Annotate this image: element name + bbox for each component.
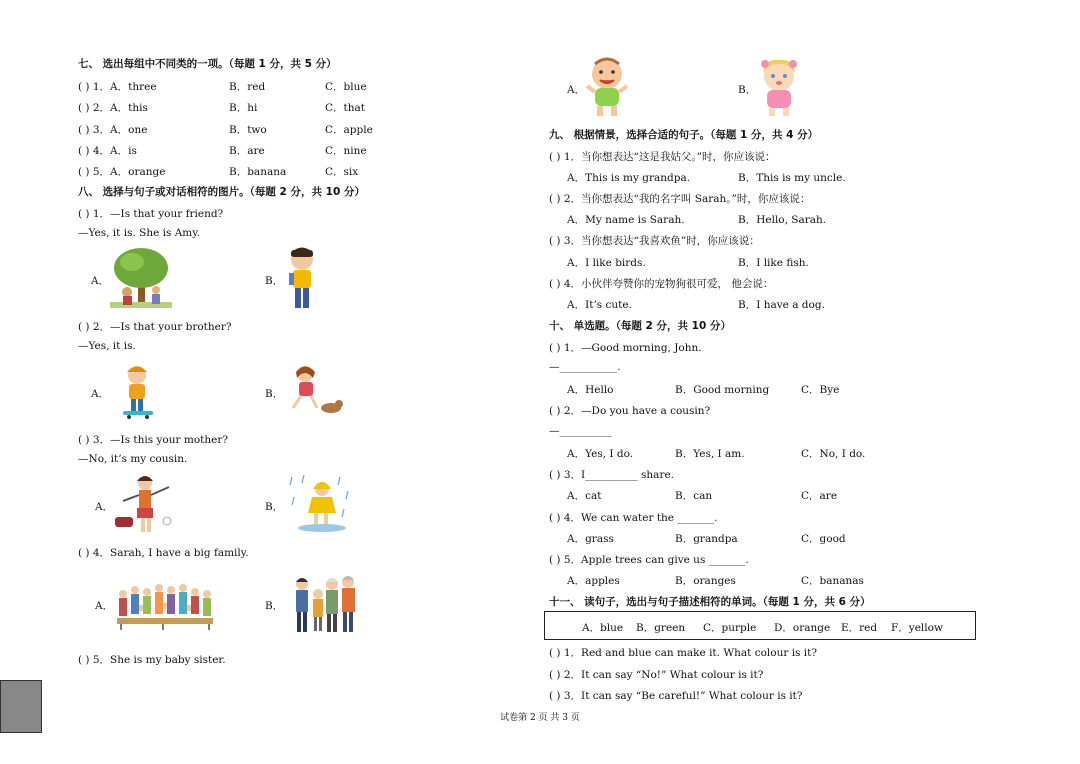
sec7-q2-b: B．hi xyxy=(229,102,258,114)
sec8-q2-label-a: A． xyxy=(91,388,110,400)
sec10-q5-b: B．oranges xyxy=(675,575,736,587)
sec10-q4-b: B．grandpa xyxy=(675,533,738,545)
big-family-picture xyxy=(113,572,217,632)
sec11-q2: ( ) 2．It can say “No!” What colour is it? xyxy=(549,669,764,681)
section-11-title: 十一、 读句子，选出与句子描述相符的单词。（每题 1 分，共 6 分） xyxy=(549,596,871,608)
word-bank-option-d: D．orange xyxy=(774,622,831,634)
top-label-a: A． xyxy=(567,84,586,96)
sec8-q1-answer: —Yes, it is. She is Amy. xyxy=(78,227,201,239)
sec7-q4-b: B．are xyxy=(229,145,265,157)
section-8-title: 八、 选择与句子或对话相符的图片。（每题 2 分，共 10 分） xyxy=(78,186,365,198)
sec9-q2: ( ) 2．当你想表达“我的名字叫 Sarah。”时，你应该说： xyxy=(549,193,811,205)
sec8-q4: ( ) 4．Sarah, I have a big family. xyxy=(78,547,249,559)
sec8-q3-label-a: A． xyxy=(95,501,114,513)
sec7-q5-c: C．six xyxy=(325,166,359,178)
section-7-title: 七、 选出每组中不同类的一项。（每题 1 分，共 5 分） xyxy=(78,58,337,70)
sec8-q3-label-b: B． xyxy=(265,501,284,513)
sec7-q3-c: C．apple xyxy=(325,124,373,136)
sec9-q3-a: A．I like birds. xyxy=(567,257,646,269)
sec9-q1: ( ) 1．当你想表达“这是我姑父。”时，你应该说： xyxy=(549,151,776,163)
sec10-q2-blank: —__________ xyxy=(549,425,612,437)
top-label-b: B． xyxy=(738,84,757,96)
sec9-q4: ( ) 4．小伙伴夸赞你的宠物狗很可爱， 他会说： xyxy=(549,278,774,290)
sec8-q3: ( ) 3．—Is this your mother? xyxy=(78,434,228,446)
sec10-q3-b: B．can xyxy=(675,490,713,502)
sec9-q2-b: B．Hello, Sarah. xyxy=(738,214,827,226)
section-9-title: 九、 根据情景，选择合适的句子。（每题 1 分，共 4 分） xyxy=(549,129,819,141)
word-bank-option-e: E．red xyxy=(841,622,878,634)
sec7-q2-c: C．that xyxy=(325,102,365,114)
sec7-q4-c: C．nine xyxy=(325,145,367,157)
sec8-q2-label-b: B． xyxy=(265,388,284,400)
sec10-q5-c: C．bananas xyxy=(801,575,864,587)
sec10-q1: ( ) 1．—Good morning, John. xyxy=(549,342,702,354)
tree-picture xyxy=(110,246,172,308)
sec9-q3-b: B．I like fish. xyxy=(738,257,809,269)
sec8-q1-label-b: B． xyxy=(265,275,284,287)
word-bank-option-c: C．purple xyxy=(703,622,757,634)
section-10-title: 十、 单选题。（每题 2 分，共 10 分） xyxy=(549,320,731,332)
sec7-q1-c: C．blue xyxy=(325,81,367,93)
word-bank-option-b: B．green xyxy=(636,622,686,634)
sec10-q2-a: A．Yes, I do. xyxy=(567,448,634,460)
page-footer: 试卷第 2 页 共 3 页 xyxy=(500,713,580,723)
sec7-q4: ( ) 4．A．is xyxy=(78,145,137,157)
sec10-q3-c: C．are xyxy=(801,490,838,502)
sec10-q1-c: C．Bye xyxy=(801,384,840,396)
sec9-q1-a: A．This is my grandpa. xyxy=(567,172,691,184)
sec8-q4-label-b: B． xyxy=(265,600,284,612)
sec10-q3: ( ) 3．I__________ share. xyxy=(549,469,675,481)
sec9-q2-a: A．My name is Sarah. xyxy=(567,214,685,226)
sec10-q5-a: A．apples xyxy=(567,575,620,587)
busy-mother-picture xyxy=(113,473,175,533)
sec10-q2-c: C．No, I do. xyxy=(801,448,866,460)
sec8-q2: ( ) 2．—Is that your brother? xyxy=(78,321,232,333)
boy-picture xyxy=(285,246,319,310)
sec7-q2: ( ) 2．A．this xyxy=(78,102,148,114)
sec7-q3: ( ) 3．A．one xyxy=(78,124,148,136)
sec7-q5-b: B．banana xyxy=(229,166,287,178)
sec9-q1-b: B．This is my uncle. xyxy=(738,172,846,184)
gray-corner-block xyxy=(0,680,42,733)
sec9-q3: ( ) 3．当你想表达“我喜欢鱼”时，你应该说： xyxy=(549,235,760,247)
sec8-q1-label-a: A． xyxy=(91,275,110,287)
sec10-q5: ( ) 5．Apple trees can give us _______. xyxy=(549,554,749,566)
sec7-q3-b: B．two xyxy=(229,124,267,136)
sec8-q2-answer: —Yes, it is. xyxy=(78,340,136,352)
baby-girl-picture xyxy=(757,56,801,118)
word-bank-option-a: A．blue xyxy=(582,622,624,634)
sec10-q1-a: A．Hello xyxy=(567,384,614,396)
sec11-q3: ( ) 3．It can say “Be careful!” What colour is it? xyxy=(549,690,803,702)
sec8-q5: ( ) 5．She is my baby sister. xyxy=(78,654,226,666)
sec10-q4: ( ) 4．We can water the _______. xyxy=(549,512,718,524)
sec9-q4-b: B．I have a dog. xyxy=(738,299,825,311)
sec7-q5: ( ) 5．A．orange xyxy=(78,166,166,178)
sec10-q1-blank: —___________. xyxy=(549,361,621,373)
baby-boy-picture xyxy=(585,56,629,118)
word-bank-option-f: F．yellow xyxy=(891,622,943,634)
sec9-q4-a: A．It’s cute. xyxy=(567,299,632,311)
sec8-q1: ( ) 1．—Is that your friend? xyxy=(78,208,224,220)
sec10-q4-c: C．good xyxy=(801,533,846,545)
small-family-picture xyxy=(290,574,360,636)
sec7-q1-b: B．red xyxy=(229,81,266,93)
sec10-q3-a: A．cat xyxy=(567,490,602,502)
sec10-q2: ( ) 2．—Do you have a cousin? xyxy=(549,405,711,417)
sec11-q1: ( ) 1．Red and blue can make it. What colour is it? xyxy=(549,647,817,659)
girl-dog-picture xyxy=(287,364,345,418)
sec10-q4-a: A．grass xyxy=(567,533,614,545)
skateboard-boy-picture xyxy=(117,363,157,419)
sec10-q1-b: B．Good morning xyxy=(675,384,770,396)
sec7-q1: ( ) 1．A．three xyxy=(78,81,157,93)
sec10-q2-b: B．Yes, I am. xyxy=(675,448,745,460)
rain-girl-picture xyxy=(286,473,352,533)
sec8-q4-label-a: A． xyxy=(95,600,114,612)
sec8-q3-answer: —No, it’s my cousin. xyxy=(78,453,188,465)
